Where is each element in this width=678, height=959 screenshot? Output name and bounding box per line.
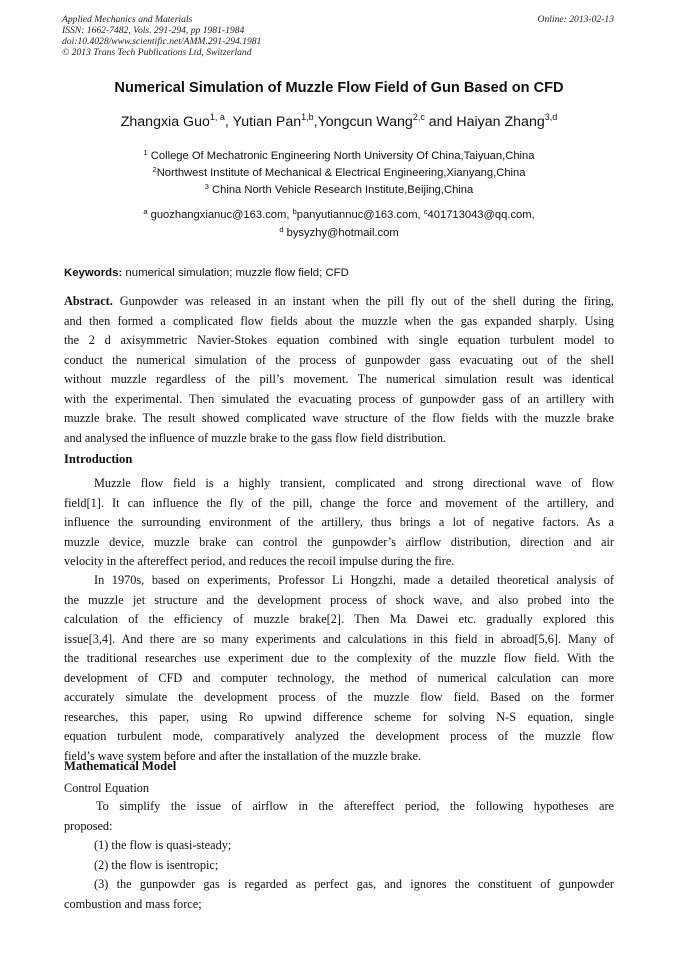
author-sep: , <box>224 114 233 130</box>
abstract-label: Abstract. <box>64 294 113 308</box>
paragraph-line: In 1970s, based on experiments, Professor Li Hongzhi, made a detailed theoretical analysis of <box>94 573 614 587</box>
paragraph-line: muzzle device, muzzle brake can control the gunpowder’s airflow distribution, direction and air <box>64 534 614 549</box>
email-address[interactable]: panyutiannuc@163.com, <box>296 209 424 221</box>
paragraph-line: the traditional researches use experiment due to the complexity of the muzzle flow field. With the <box>64 651 614 665</box>
abstract-text: Gunpowder was released in an instant when the pill fly out of the shell during the firing, <box>119 294 614 308</box>
keywords-label: Keywords: <box>64 267 123 279</box>
journal-name: Applied Mechanics and Materials <box>62 14 193 25</box>
abstract-line: the 2 d axisymmetric Navier-Stokes equation combined with single equation turbulent model to <box>64 333 614 347</box>
abstract <box>64 292 614 448</box>
paragraph-line: influence the surrounding environment of the artillery, thus brings a lot of negative factors. As a <box>64 515 614 529</box>
abstract-line: and then formed a complicated flow fields about the muzzle when the gas expanded sharply. Using <box>64 313 614 328</box>
affiliation-sup: 2 <box>152 165 157 174</box>
author-sep: , <box>313 114 318 130</box>
author-list <box>0 114 678 130</box>
copyright-line: © 2013 Trans Tech Publications Ltd, Switzerland <box>62 47 252 58</box>
author-name: Yongcun Wang <box>317 114 413 130</box>
author-sup: 1,b <box>301 112 314 122</box>
abstract-line: with the experimental. Then simulated the evacuating process of gunpowder gass of an artillery with <box>64 391 614 406</box>
affiliation <box>0 167 678 179</box>
paragraph-line: combustion and mass force; <box>64 896 202 911</box>
paragraph-line: field’s wave system before and after the installation of the muzzle brake. <box>64 748 422 763</box>
doi-line: doi:10.4028/www.scientific.net/AMM.291-294.1981 <box>62 36 262 47</box>
email-sup: d <box>279 225 284 234</box>
email-sup: b <box>292 207 297 216</box>
paragraph-line: issue[3,4]. And there are so many experiments and calculations in this field in abroad[5,6]. Many of <box>64 631 614 646</box>
affiliation-sup: 3 <box>204 182 209 191</box>
abstract-line: and analysed the influence of muzzle brake to the gass flow field distribution. <box>64 430 447 445</box>
author-name: Yutian Pan <box>232 114 302 130</box>
email-address[interactable]: 401713043@qq.com, <box>427 209 535 221</box>
hypothesis-item: (1) the flow is quasi-steady; <box>94 838 232 852</box>
model-intro <box>64 797 614 914</box>
email-address[interactable]: bysyzhy@hotmail.com <box>286 227 399 239</box>
affiliation-text: Northwest Institute of Mechanical & Electrical Engineering,Xianyang,China <box>156 167 526 179</box>
keywords <box>64 267 349 279</box>
journal-header <box>62 14 261 58</box>
affiliation-text: College Of Mechatronic Engineering North University Of China,Taiyuan,China <box>150 150 535 162</box>
author-name: Zhangxia Guo <box>120 114 210 130</box>
paragraph-line: To simplify the issue of airflow in the aftereffect period, the following hypotheses are <box>96 799 614 813</box>
affiliation <box>0 150 678 162</box>
author-sep: and <box>424 114 457 130</box>
abstract-line: without muzzle regardless of the pill’s movement. The numerical simulation result was identical <box>64 372 614 386</box>
email-sup: c <box>423 207 428 216</box>
paragraph-line: field[1]. It can influence the fly of the pill, change the force and movement of the artillery, and <box>64 495 614 510</box>
introduction-paragraph-2 <box>64 571 614 766</box>
online-date: Online: 2013-02-13 <box>537 14 614 25</box>
keywords-text: numerical simulation; muzzle flow field; CFD <box>125 267 349 279</box>
issn-line: ISSN: 1662-7482, Vols. 291-294, pp 1981-1984 <box>62 25 245 36</box>
section-heading-model: Mathematical Model <box>64 759 177 773</box>
affiliation-sup: 1 <box>143 148 148 157</box>
author-sup: 3,d <box>544 112 558 122</box>
affiliation <box>0 184 678 196</box>
paragraph-line: accurately simulate the development process of the muzzle flow field. Based on the former <box>64 690 614 704</box>
email-line <box>0 209 678 221</box>
paragraph-line: the muzzle jet structure and the development process of shock wave, and also probed into the <box>64 592 614 607</box>
paragraph-line: calculation of the efficiency of muzzle brake[2]. Then Ma Dawei etc. gradually explored this <box>64 612 614 626</box>
paragraph-line: proposed: <box>64 818 113 833</box>
hypothesis-item: (2) the flow is isentropic; <box>94 857 219 872</box>
paragraph-line: researches, this paper, using Ro upwind difference scheme for solving N-S equation, single <box>64 709 614 724</box>
paper-title: Numerical Simulation of Muzzle Flow Field of Gun Based on CFD <box>114 80 564 96</box>
author-sup: 1, a <box>209 112 225 122</box>
abstract-line: muzzle brake. The result showed complicated wave structure of the flow fields with the muzzle brake <box>64 411 614 425</box>
section-heading-introduction: Introduction <box>64 452 133 466</box>
subheading-control-equation: Control Equation <box>64 781 150 795</box>
email-line <box>0 227 678 239</box>
hypothesis-item: (3) the gunpowder gas is regarded as perfect gas, and ignores the constituent of gunpowder <box>94 877 614 891</box>
affiliation-text: China North Vehicle Research Institute,Beijing,China <box>212 184 474 196</box>
email-sup: a <box>143 207 148 216</box>
email-address[interactable]: guozhangxianuc@163.com, <box>150 209 293 221</box>
paragraph-line: Muzzle flow field is a highly transient, complicated and strong directional wave of flow <box>94 476 614 490</box>
abstract-line: conduct the numerical simulation of the process of gunpowder gass evacuating out of the shell <box>64 352 614 367</box>
abstract-line <box>64 292 614 312</box>
author-sup: 2,c <box>412 112 425 122</box>
author-name: Haiyan Zhang <box>456 114 545 130</box>
paragraph-line: velocity in the aftereffect period, and reduces the recoil impulse during the fire. <box>64 554 455 568</box>
introduction-paragraph-1 <box>64 474 614 572</box>
paragraph-line: equation turbulent mode, comparatively analyzed the development process of the muzzle flow <box>64 729 614 743</box>
paragraph-line: development of CFD and computer technology, the method of numerical calculation can more <box>64 670 614 685</box>
